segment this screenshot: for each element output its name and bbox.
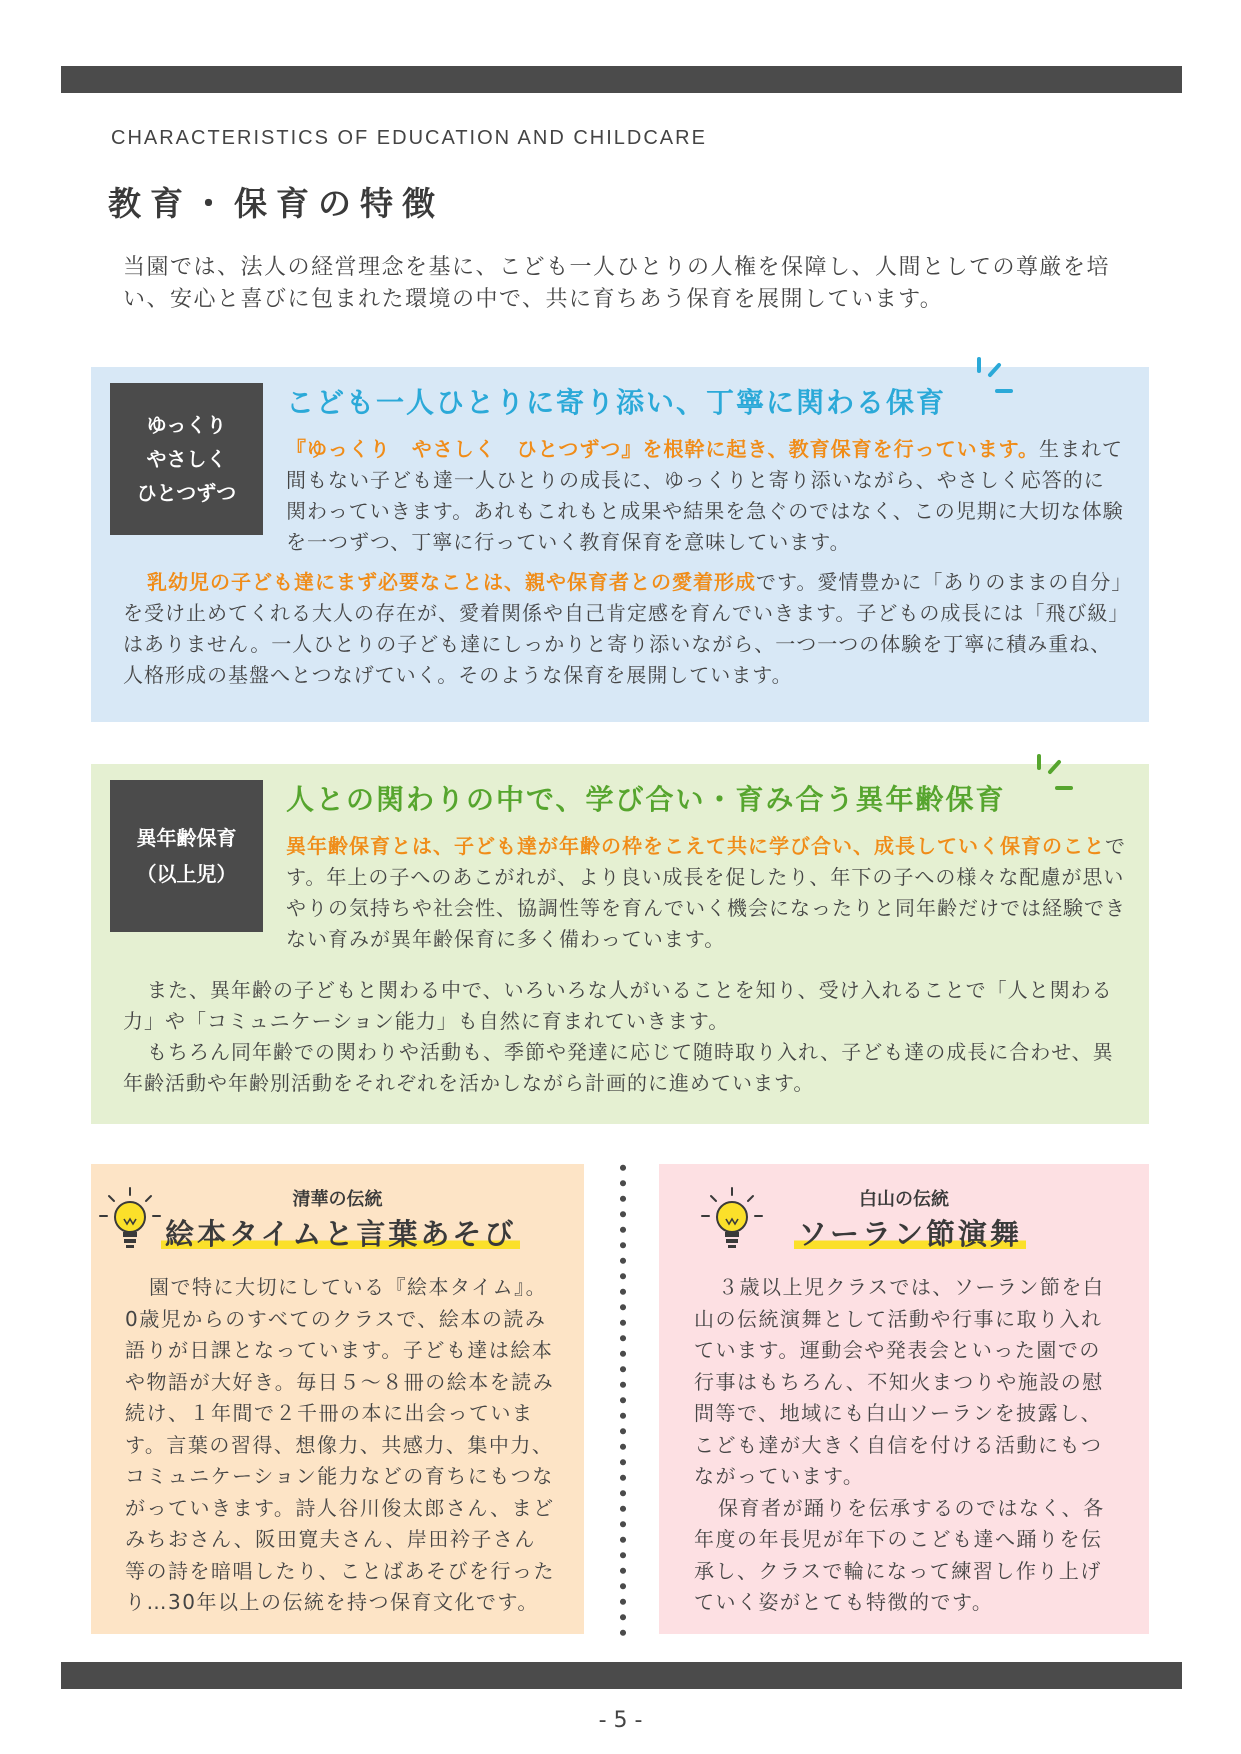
- bottom-bar: [61, 1662, 1182, 1689]
- tag-line: ひとつずつ: [136, 481, 237, 505]
- body-text: 園で特に大切にしている『絵本タイム』。0歳児からのすべてのクラスで、絵本の読み語りが日課となっています。子ども達は絵本や物語が大好き。毎日５～８冊の絵本を読み続け、１年間で２千冊の本に出会っています。言葉の習得、想像力、共感力、集中力、コミュニケーション能力などの育ちにもつながっていきます。詩人谷川俊太郎さん、まどみちおさん、阪田寛夫さん、岸田衿子さん等の詩を暗唱したり、ことばあそびを行ったり…30年以上の伝統を持つ保育文化です。: [125, 1275, 555, 1614]
- body-text: 生まれて間もない子ども達一人ひとりの成長に、ゆっくりと寄り添いながら、やさしく応答的に関わっていきます。あれもこれもと成果や結果を急ぐのではなく、この児期に大切な体験を一つずつ、丁寧に行っていく教育保育を意味しています。: [286, 437, 1124, 554]
- page-title: 教育・保育の特徴: [108, 184, 444, 223]
- tradition-box-picture-books: [91, 1164, 584, 1634]
- intro-paragraph: 当園では、法人の経営理念を基に、こども一人ひとりの人権を保障し、人間としての尊厳を培い、安心と喜びに包まれた環境の中で、共に育ちあう保育を展開しています。: [123, 255, 1111, 312]
- box-title: 絵本タイムと言葉あそび: [161, 1212, 520, 1253]
- emphasis-text: 乳幼児の子ども達にまず必要なことは、親や保育者との愛着形成: [147, 570, 756, 594]
- sparkle-icon: [971, 355, 1019, 399]
- section-paragraph: [286, 831, 1126, 955]
- tag-line: やさしく: [146, 447, 227, 471]
- box-paragraph: [125, 1272, 557, 1619]
- box-title: ソーラン節演舞: [794, 1212, 1026, 1253]
- sparkle-icon: [1031, 752, 1079, 796]
- dotted-divider: [620, 1160, 626, 1638]
- panel-mixed-age-care: [91, 764, 1149, 1124]
- section-heading: こども一人ひとりに寄り添い、丁寧に関わる保育: [286, 386, 947, 419]
- body-text: もちろん同年齢での関わりや活動も、季節や発達に応じて随時取り入れ、子ども達の成長に合わせ、異年齢活動や年齢別活動をそれぞれを活かしながら計画的に進めています。: [123, 1040, 1114, 1095]
- section-paragraph: [123, 975, 1128, 1037]
- tag-line: ゆっくり: [146, 413, 227, 437]
- tradition-box-soran-dance: [659, 1164, 1149, 1634]
- page-number: - 5 -: [598, 1708, 643, 1733]
- emphasis-text: 『ゆっくり やさしく ひとつずつ』を根幹に起き、教育保育を行っています。: [286, 437, 1039, 461]
- top-bar: [61, 66, 1182, 93]
- tag-box: [110, 383, 263, 535]
- body-text: また、異年齢の子どもと関わる中で、いろいろな人がいることを知り、受け入れることで「人と関わる力」や「コミュニケーション能力」も自然に育まれていきます。: [123, 978, 1113, 1033]
- emphasis-text: 異年齢保育とは、子ども達が年齢の枠をこえて共に学び合い、成長していく保育のこと: [286, 834, 1105, 858]
- section-paragraph: [123, 1037, 1128, 1099]
- tag-line: （以上児）: [136, 862, 237, 886]
- tag-line: 異年齢保育: [136, 826, 237, 850]
- section-paragraph: [123, 567, 1128, 691]
- section-heading: 人との関わりの中で、学び合い・育み合う異年齢保育: [286, 783, 1006, 816]
- section-paragraph: [286, 434, 1124, 558]
- box-subtitle: 白山の伝統: [859, 1189, 949, 1210]
- body-text: ３歳以上児クラスでは、ソーラン節を白山の伝統演舞として活動や行事に取り入れています。運動会や発表会といった園での行事はもちろん、不知火まつりや施設の慰問等で、地域にも白山ソーランを披露し、こども達が大きく自信を付ける活動にもつながっています。: [694, 1275, 1105, 1488]
- body-text: 保育者が踊りを伝承するのではなく、各年度の年長児が年下のこども達へ踊りを伝承し、クラスで輪になって練習し作り上げていく姿がとても特徴的です。: [694, 1495, 1105, 1614]
- panel-individual-care: [91, 367, 1149, 722]
- box-subtitle: 清華の伝統: [292, 1189, 383, 1210]
- section-eyebrow: CHARACTERISTICS OF EDUCATION AND CHILDCARE: [111, 127, 707, 149]
- tag-box: [110, 780, 263, 932]
- body-text: です。愛情豊かに「ありのままの自分」を受け止めてくれる大人の存在が、愛着関係や自己肯定感を育んでいきます。子どもの成長には「飛び級」はありません。一人ひとりの子ども達にしっかりと寄り添いながら、一つ一つの体験を丁寧に積み重ね、人格形成の基盤へとつなげていく。そのような保育を展開しています。: [123, 570, 1123, 687]
- box-paragraph: [694, 1272, 1114, 1619]
- body-text: です。年上の子へのあこがれが、より良い成長を促したり、年下の子への様々な配慮が思いやりの気持ちや社会性、協調性等を育んでいく機会になったりと同年齢だけでは経験できない育みが異年齢保育に多く備わっています。: [286, 834, 1126, 951]
